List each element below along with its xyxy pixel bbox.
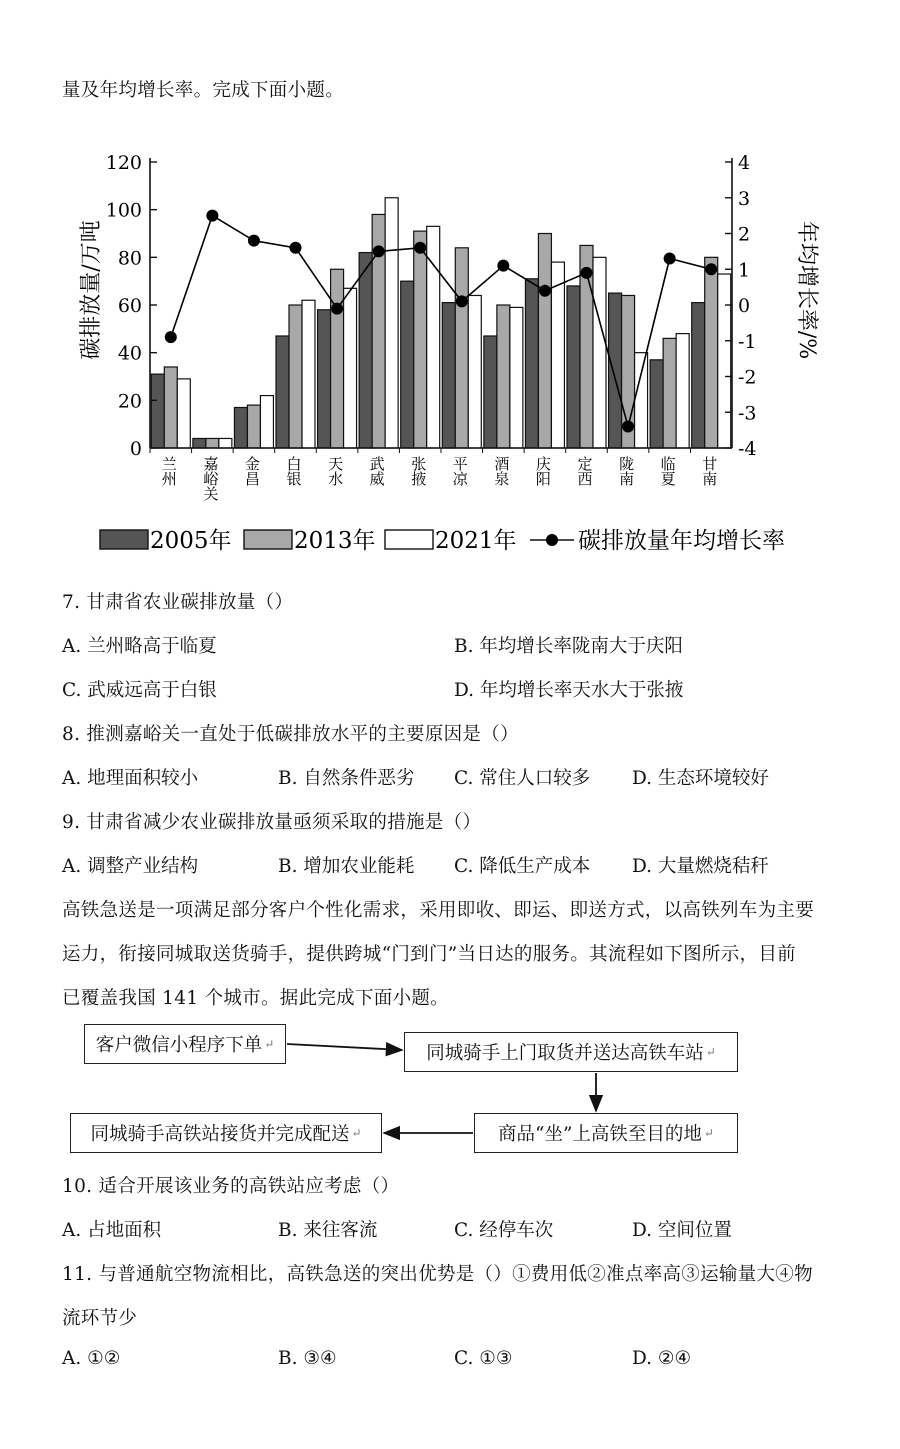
q11-option-b[interactable]: B. ③④	[278, 1348, 337, 1369]
q9-option-d[interactable]: D. 大量燃烧秸秆	[632, 856, 769, 877]
flow-step-pickup-text: 同城骑手上门取货并送达高铁车站	[426, 1043, 704, 1064]
q7-option-b[interactable]: B. 年均增长率陇南大于庆阳	[454, 636, 683, 657]
y2-tick-label: 2	[738, 223, 751, 246]
x-tick-label: 张掖	[409, 456, 428, 486]
x-tick-label: 庆阳	[533, 456, 552, 486]
q9-stem: 9. 甘肃省减少农业碳排放量亟须采取的措施是（）	[62, 812, 482, 833]
q7-option-d[interactable]: D. 年均增长率天水大于张掖	[454, 680, 684, 701]
x-tick-label: 定西	[575, 456, 594, 486]
y2-tick-label: 0	[738, 295, 751, 317]
q11-stem: 11. 与普通航空物流相比，高铁急送的突出优势是（）①费用低②准点率高③运输量大④物	[62, 1264, 813, 1285]
q8-stem: 8. 推测嘉峪关一直处于低碳排放水平的主要原因是（）	[62, 724, 519, 745]
q8-option-c[interactable]: C. 常住人口较多	[454, 768, 591, 789]
q7-option-c[interactable]: C. 武威远高于白银	[62, 680, 217, 701]
y2-tick-label: 1	[738, 259, 751, 282]
return-mark: ↵	[264, 1037, 275, 1051]
return-mark: ↵	[351, 1126, 362, 1140]
q9-option-c[interactable]: C. 降低生产成本	[454, 856, 591, 877]
q11-option-a[interactable]: A. ①②	[62, 1348, 121, 1369]
intro-text: 量及年均增长率。完成下面小题。	[62, 80, 345, 101]
x-tick-label: 天水	[326, 456, 345, 486]
y2-tick-label: -4	[738, 438, 757, 460]
q11-stem-cont: 流环节少	[62, 1308, 138, 1329]
legend-label-4: 碳排放量年均增长率	[578, 528, 785, 554]
q11-option-c[interactable]: C. ①③	[454, 1348, 513, 1369]
return-mark: ↵	[703, 1126, 714, 1140]
passage-line-1: 高铁急送是一项满足部分客户个性化需求，采用即收、即运、即送方式，以高铁列车为主要	[62, 900, 815, 921]
x-tick-label: 嘉峪关	[201, 456, 220, 501]
x-tick-label: 平凉	[450, 456, 469, 486]
q9-option-a[interactable]: A. 调整产业结构	[62, 856, 199, 877]
y2-tick-label: 4	[738, 152, 751, 174]
y2-tick-label: -2	[738, 366, 757, 389]
x-tick-label: 金昌	[242, 456, 261, 486]
x-tick-label: 白银	[284, 456, 303, 486]
q10-option-d[interactable]: D. 空间位置	[632, 1220, 732, 1241]
q10-option-b[interactable]: B. 来往客流	[278, 1220, 378, 1241]
flow-step-order-text: 客户微信小程序下单	[95, 1035, 263, 1056]
y-tick-label: 80	[117, 247, 142, 270]
x-tick-label: 临夏	[658, 456, 677, 486]
q7-option-a[interactable]: A. 兰州略高于临夏	[62, 636, 217, 657]
flow-step-train-text: 商品“坐”上高铁至目的地	[498, 1124, 702, 1145]
x-tick-label: 兰州	[159, 456, 178, 486]
flow-arrow-1	[287, 1044, 402, 1050]
q11-option-d[interactable]: D. ②④	[632, 1348, 692, 1369]
q10-option-a[interactable]: A. 占地面积	[62, 1220, 162, 1241]
passage-line-3: 已覆盖我国 141 个城市。据此完成下面小题。	[62, 988, 449, 1009]
q8-option-d[interactable]: D. 生态环境较好	[632, 768, 769, 789]
q7-stem: 7. 甘肃省农业碳排放量（）	[62, 592, 294, 613]
legend-label-3: 2021年	[435, 528, 517, 554]
y-tick-label: 120	[105, 152, 142, 174]
y2-tick-label: -1	[738, 330, 757, 353]
y-axis-label: 碳排放量/万吨	[79, 220, 104, 360]
legend-label-2: 2013年	[294, 528, 376, 554]
y-tick-label: 0	[129, 438, 142, 460]
y-tick-label: 20	[117, 390, 142, 413]
y2-tick-label: 3	[738, 187, 751, 210]
legend-label-1: 2005年	[150, 528, 232, 554]
passage-line-2: 运力，衔接同城取送货骑手，提供跨城“门到门”当日达的服务。其流程如下图所示，目前	[62, 944, 796, 965]
return-mark: ↵	[705, 1045, 716, 1059]
y2-axis-label: 年均增长率/%	[794, 220, 819, 360]
q8-option-a[interactable]: A. 地理面积较小	[62, 768, 199, 789]
q9-option-b[interactable]: B. 增加农业能耗	[278, 856, 415, 877]
y-tick-label: 100	[105, 199, 142, 222]
y2-tick-label: -3	[738, 402, 757, 425]
x-tick-label: 陇南	[617, 456, 636, 486]
q10-option-c[interactable]: C. 经停车次	[454, 1220, 554, 1241]
y-tick-label: 60	[117, 295, 142, 317]
q8-option-b[interactable]: B. 自然条件恶劣	[278, 768, 415, 789]
y-tick-label: 40	[117, 342, 142, 365]
x-tick-label: 武威	[367, 456, 386, 486]
x-tick-label: 甘南	[700, 456, 719, 486]
flow-step-delivery-text: 同城骑手高铁站接货并完成配送	[90, 1124, 350, 1145]
q10-stem: 10. 适合开展该业务的高铁站应考虑（）	[62, 1176, 400, 1197]
x-tick-label: 酒泉	[492, 456, 511, 486]
